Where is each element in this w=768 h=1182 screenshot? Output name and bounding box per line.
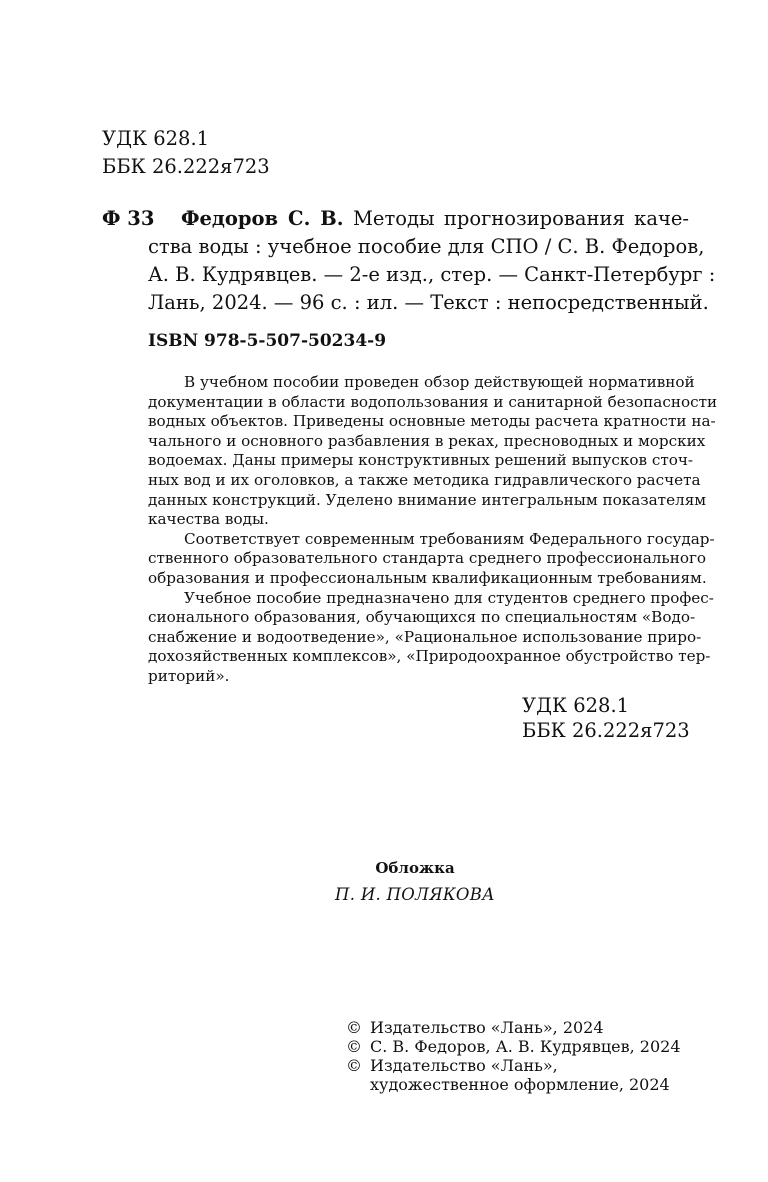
copyright-publisher-design: Издательство «Лань», bbox=[370, 1056, 558, 1075]
copyright-publisher: Издательство «Лань», 2024 bbox=[370, 1018, 604, 1037]
abstract-p1-line: чального и основного разбавления в реках, пресноводных и морских bbox=[148, 431, 706, 450]
book-title-start: Методы прогнозирования каче- bbox=[352, 207, 689, 230]
abstract-p1-line: документации в области водопользования и санитарной безопасности bbox=[148, 392, 718, 411]
abstract-p1-line: водных объектов. Приведены основные методы расчета кратности на- bbox=[148, 412, 716, 431]
abstract-p1-line: данных конструкций. Уделено внимание интегральным показателям bbox=[148, 490, 707, 509]
bibliographic-entry-line-2: ства воды : учебное пособие для СПО / С. В. Федоров, bbox=[148, 235, 705, 258]
abstract-p2-line: образования и профессиональным квалификационным требованиям. bbox=[148, 569, 707, 587]
author-name: Федоров С. В. bbox=[181, 207, 344, 230]
udk-code-bottom: УДК 628.1 bbox=[522, 694, 630, 717]
bibliographic-entry-line-1 bbox=[181, 205, 689, 233]
copyright-line-2 bbox=[346, 1037, 681, 1057]
copyright-icon: © bbox=[346, 1037, 362, 1056]
bibliographic-entry-line-3: А. В. Кудрявцев. — 2-е изд., стер. — Санкт-Петербург : bbox=[148, 263, 716, 286]
abstract-p3-line: снабжение и водоотведение», «Рациональное использование приро- bbox=[148, 627, 702, 646]
isbn: ISBN 978-5-507-50234-9 bbox=[148, 331, 387, 351]
abstract-p1-line: водоемах. Даны примеры конструктивных решений выпусков сточ- bbox=[148, 451, 694, 470]
copyright-line-3 bbox=[346, 1056, 558, 1076]
abstract-p3-line: Учебное пособие предназначено для студентов среднего профес- bbox=[184, 588, 714, 607]
abstract-p1-line: ных вод и их оголовков, а также методика гидравлического расчета bbox=[148, 471, 701, 489]
udk-code-top: УДК 628.1 bbox=[102, 127, 210, 150]
abstract-p3-line: дохозяйственных комплексов», «Природоохранное обустройство тер- bbox=[148, 647, 711, 666]
abstract-p3-line: риторий». bbox=[148, 667, 230, 685]
copyright-icon: © bbox=[346, 1018, 362, 1037]
copyright-line-1 bbox=[346, 1018, 604, 1038]
abstract-p2-line: ственного образовательного стандарта среднего профессионального bbox=[148, 549, 707, 568]
abstract-p3-line: сионального образования, обучающихся по специальностям «Водо- bbox=[148, 608, 696, 627]
abstract-p1-line: В учебном пособии проведен обзор действующей нормативной bbox=[184, 373, 695, 391]
bbk-code-top: ББК 26.222я723 bbox=[102, 155, 270, 178]
copyright-authors: С. В. Федоров, А. В. Кудрявцев, 2024 bbox=[370, 1037, 681, 1056]
copyright-line-4 bbox=[346, 1075, 670, 1095]
bibliographic-entry-line-4: Лань, 2024. — 96 с. : ил. — Текст : непосредственный. bbox=[148, 291, 709, 314]
cover-credit-label: Обложка bbox=[375, 859, 455, 877]
copyright-icon: © bbox=[346, 1056, 362, 1075]
copyright-design-note: художественное оформление, 2024 bbox=[370, 1075, 670, 1094]
abstract-p2-line: Соответствует современным требованиям Федерального государ- bbox=[184, 529, 715, 548]
author-call-mark: Ф 33 bbox=[102, 207, 155, 230]
cover-artist-name: П. И. ПОЛЯКОВА bbox=[335, 885, 495, 904]
bbk-code-bottom: ББК 26.222я723 bbox=[522, 719, 690, 742]
abstract-p1-line: качества воды. bbox=[148, 510, 269, 529]
